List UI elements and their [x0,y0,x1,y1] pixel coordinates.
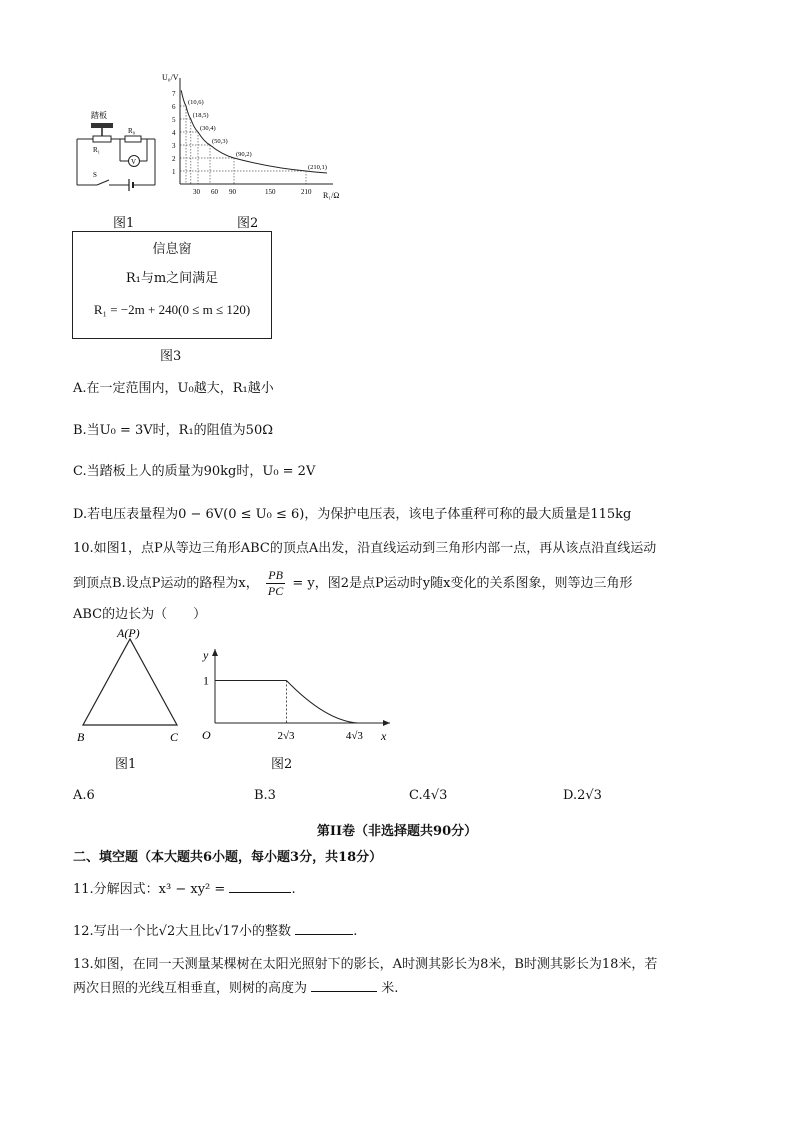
u0-r1-chart [158,72,348,202]
q12-answer-blank[interactable] [295,922,353,935]
figure3-caption: 图3 [160,349,182,364]
q11 [73,878,296,897]
section2-heading: 二、填空题（本大题共6小题，每小题3分，共18分） [73,850,383,865]
data-point-label: (50,3) [212,138,228,145]
x-axis-label: R₁/Ω [323,191,340,200]
figure1-caption: 图1 [113,216,135,231]
y-tick-label: 3 [172,142,176,150]
resistor-r1 [93,136,111,142]
y-tick-label: 6 [172,103,176,111]
q10-line2a: 到顶点B.设点P运动的路程为x， [73,576,259,591]
q13-line2 [73,977,398,996]
q12-text: 12.写出一个比√2大且比√17小的整数 [73,924,292,939]
y-tick-label: 2 [172,155,176,163]
q10-option-b: B.3 [254,788,276,803]
vertex-b-label: B [77,730,85,744]
q12-end: . [353,924,358,939]
data-point-label: (210,1) [308,164,327,171]
info-window-formula: R₁ = −2m + 240(0 ≤ m ≤ 120) [93,302,251,317]
q13-answer-blank[interactable] [311,979,377,992]
x-tick-label: 4√3 [345,730,363,742]
r1-label: R₁ [93,146,101,154]
q10-fraction [266,568,285,599]
pedal-label: 踏板 [91,111,107,120]
data-point-label: (30,4) [200,125,216,132]
switch-label: S [93,171,97,179]
q10-option-a: A.6 [73,788,95,803]
info-window-line1: R₁与m之间满足 [125,271,219,286]
q10-figure2-caption: 图2 [271,757,293,772]
x-tick-label: 60 [211,188,218,196]
decreasing-curve [286,681,357,724]
resistor-r0 [125,136,141,142]
y-tick-label: 5 [172,116,176,124]
voltmeter-label: V [131,158,137,166]
data-point-label: (90,2) [236,151,252,158]
q10-line2b: = y，图2是点P运动时y随x变化的关系图象，则等边三角形 [292,576,633,591]
figure2-caption: 图2 [237,216,259,231]
origin-label: O [202,728,211,742]
q10-line3: ABC的边长为（ ） [73,607,207,622]
x-tick-label: 150 [265,188,276,196]
triangle-abc [83,639,177,725]
q13-line1: 13.如图，在同一天测量某棵树在太阳光照射下的影长，A时测其影长为8米，B时测其影长为18米，若 [73,957,658,972]
q9-option-b: B.当U₀ = 3V时，R₁的阻值为50Ω [73,423,273,438]
q9-option-c: C.当踏板上人的质量为90kg时，U₀ = 2V [73,464,316,479]
q13-line2a: 两次日照的光线互相垂直，则树的高度为 [73,981,308,996]
data-point-label: (10,6) [188,99,204,106]
q11-answer-blank[interactable] [229,880,291,893]
q10-option-c: C.4√3 [409,788,448,803]
q9-option-d: D.若电压表量程为0 − 6V(0 ≤ U₀ ≤ 6)，为保护电压表，该电子体重秤可称的最大质量是115kg [73,507,632,522]
y-x-graph [195,645,395,745]
fraction-denominator: PC [267,584,284,598]
q10-line1: 10.如图1，点P从等边三角形ABC的顶点A出发，沿直线运动到三角形内部一点，再从该点沿直线运动 [73,541,657,556]
y-tick-label: 1 [172,168,176,176]
data-point-label: (18,5) [192,112,209,119]
q12 [73,920,357,939]
y-axis-label: y [203,648,209,662]
vertex-a-label: A(P) [117,626,140,640]
y-axis-label: U₀/V [162,73,179,82]
q10-option-d: D.2√3 [563,788,602,803]
info-window [72,231,272,339]
q10-figure1-caption: 图1 [115,757,137,772]
switch [97,180,109,185]
x-axis-label: x [381,729,387,743]
circuit-diagram [75,105,165,195]
section2-title: 第II卷（非选择题共90分） [316,824,478,839]
q9-option-a: A.在一定范围内，U₀越大，R₁越小 [73,381,274,396]
x-tick-label: 90 [229,188,236,196]
q11-text: 11.分解因式：x³ − xy² = [73,882,226,897]
x-tick-label: 210 [301,188,312,196]
info-window-title: 信息窗 [152,242,192,257]
triangle-figure [75,625,190,745]
q10-line2 [73,568,632,599]
pedal-plate [91,123,113,128]
q11-end: . [291,882,296,897]
r0-label: R₀ [128,127,136,135]
y-tick-label: 7 [172,90,176,98]
fraction-numerator: PB [266,568,285,584]
vertex-c-label: C [170,730,179,744]
y-tick-label: 1 [203,673,209,688]
q13-line2b: 米. [381,981,399,996]
y-tick-label: 4 [172,129,176,137]
x-tick-label: 30 [193,188,200,196]
x-tick-label: 2√3 [277,730,295,742]
